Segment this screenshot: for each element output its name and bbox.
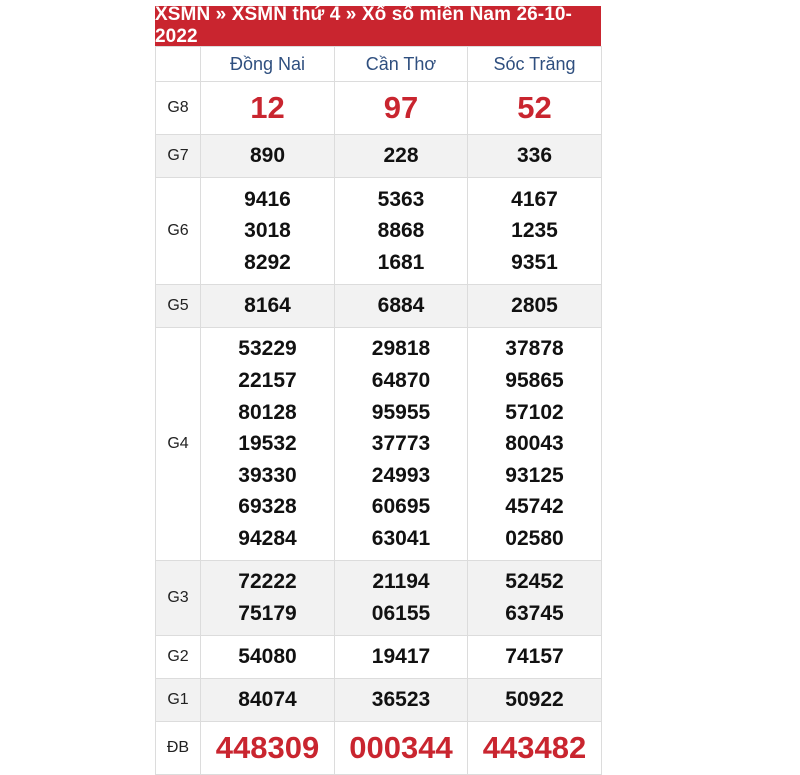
prize-row-g1 [156, 679, 602, 722]
result-number: 74157 [505, 645, 564, 669]
result-number: 8164 [244, 294, 291, 318]
result-cell [201, 561, 335, 636]
result-number: 80043 [505, 432, 564, 456]
result-number: 9416 [244, 187, 291, 211]
prize-row-special [156, 722, 602, 775]
result-cell [201, 82, 335, 135]
result-number: 52452 [505, 570, 564, 594]
result-number: 1681 [377, 250, 425, 274]
result-cell [468, 636, 602, 679]
result-number: 02580 [505, 526, 564, 550]
result-cell [335, 82, 468, 135]
prize-label: G5 [156, 285, 201, 328]
results-table [155, 46, 602, 775]
result-cell [335, 636, 468, 679]
result-cell [468, 135, 602, 178]
prize-label: G7 [156, 135, 201, 178]
prize-row-g3 [156, 561, 602, 636]
result-number: 95955 [371, 400, 431, 424]
result-number: 3018 [244, 219, 291, 243]
result-number: 24993 [371, 463, 431, 487]
result-number: 84074 [238, 688, 297, 712]
prize-label: G8 [156, 82, 201, 135]
result-cell [468, 679, 602, 722]
result-cell [335, 135, 468, 178]
result-number: 443482 [482, 730, 587, 765]
result-cell [468, 722, 602, 775]
prize-row-g4 [156, 328, 602, 561]
result-number: 336 [516, 144, 553, 168]
result-number: 9351 [511, 250, 558, 274]
result-number: 21194 [372, 570, 430, 594]
result-number: 39330 [238, 463, 297, 487]
result-cell [201, 178, 335, 285]
result-number: 57102 [505, 400, 564, 424]
result-number: 52 [517, 90, 552, 125]
result-number: 12 [250, 90, 285, 125]
province-can-tho[interactable]: Cần Thơ [335, 47, 468, 82]
result-number: 64870 [371, 369, 431, 393]
result-number: 22157 [238, 369, 297, 393]
result-number: 69328 [238, 495, 297, 519]
prize-label: G6 [156, 178, 201, 285]
result-cell [201, 285, 335, 328]
result-number: 95865 [505, 369, 564, 393]
result-cell [335, 285, 468, 328]
result-number: 97 [383, 90, 419, 125]
result-number: 36523 [371, 688, 431, 712]
results-title: XSMN » XSMN thứ 4 » Xổ số miền Nam 26-10-2022 [155, 4, 572, 47]
prize-label: G2 [156, 636, 201, 679]
result-cell [335, 328, 468, 561]
result-cell [468, 178, 602, 285]
result-number: 4167 [511, 187, 558, 211]
lottery-results-panel [155, 6, 601, 775]
results-header [155, 6, 601, 46]
result-cell [201, 328, 335, 561]
result-cell [468, 82, 602, 135]
prize-row-g6 [156, 178, 602, 285]
province-soc-trang[interactable]: Sóc Trăng [468, 47, 602, 82]
result-number: 19417 [371, 645, 431, 669]
result-number: 1235 [511, 219, 558, 243]
result-number: 5363 [377, 187, 425, 211]
result-cell [468, 285, 602, 328]
result-number: 37878 [505, 337, 564, 361]
result-cell [335, 722, 468, 775]
prize-row-g7 [156, 135, 602, 178]
result-cell [335, 178, 468, 285]
result-number: 8292 [244, 250, 291, 274]
result-number: 19532 [238, 432, 297, 456]
prize-row-g2 [156, 636, 602, 679]
prize-label: G3 [156, 561, 201, 636]
result-number: 72222 [238, 570, 297, 594]
result-number: 93125 [505, 463, 564, 487]
result-number: 60695 [371, 495, 431, 519]
result-number: 8868 [377, 219, 425, 243]
result-number: 63041 [371, 526, 431, 550]
result-cell [335, 679, 468, 722]
result-number: 2805 [511, 294, 558, 318]
result-number: 53229 [238, 337, 297, 361]
result-number: 54080 [238, 645, 297, 669]
result-number: 94284 [238, 526, 297, 550]
result-number: 228 [383, 144, 419, 168]
result-cell [335, 561, 468, 636]
corner-cell [156, 47, 201, 82]
result-number: 000344 [349, 730, 453, 765]
result-number: 63745 [505, 602, 564, 625]
province-dong-nai[interactable]: Đồng Nai [201, 47, 335, 82]
result-number: 6884 [377, 294, 425, 318]
result-cell [201, 722, 335, 775]
result-number: 75179 [238, 602, 297, 625]
province-header-row [156, 47, 602, 82]
result-cell [201, 636, 335, 679]
prize-row-g5 [156, 285, 602, 328]
result-cell [468, 561, 602, 636]
prize-label: ĐB [156, 722, 201, 775]
prize-label: G1 [156, 679, 201, 722]
result-number: 37773 [371, 432, 431, 456]
result-number: 29818 [371, 337, 431, 361]
result-cell [201, 135, 335, 178]
result-cell [468, 328, 602, 561]
result-number: 45742 [505, 495, 564, 519]
result-number: 50922 [505, 688, 564, 712]
prize-label: G4 [156, 328, 201, 561]
result-cell [201, 679, 335, 722]
result-number: 448309 [215, 730, 320, 765]
result-number: 890 [249, 144, 286, 168]
prize-row-g8 [156, 82, 602, 135]
result-number: 06155 [371, 602, 431, 625]
result-number: 80128 [238, 400, 297, 424]
